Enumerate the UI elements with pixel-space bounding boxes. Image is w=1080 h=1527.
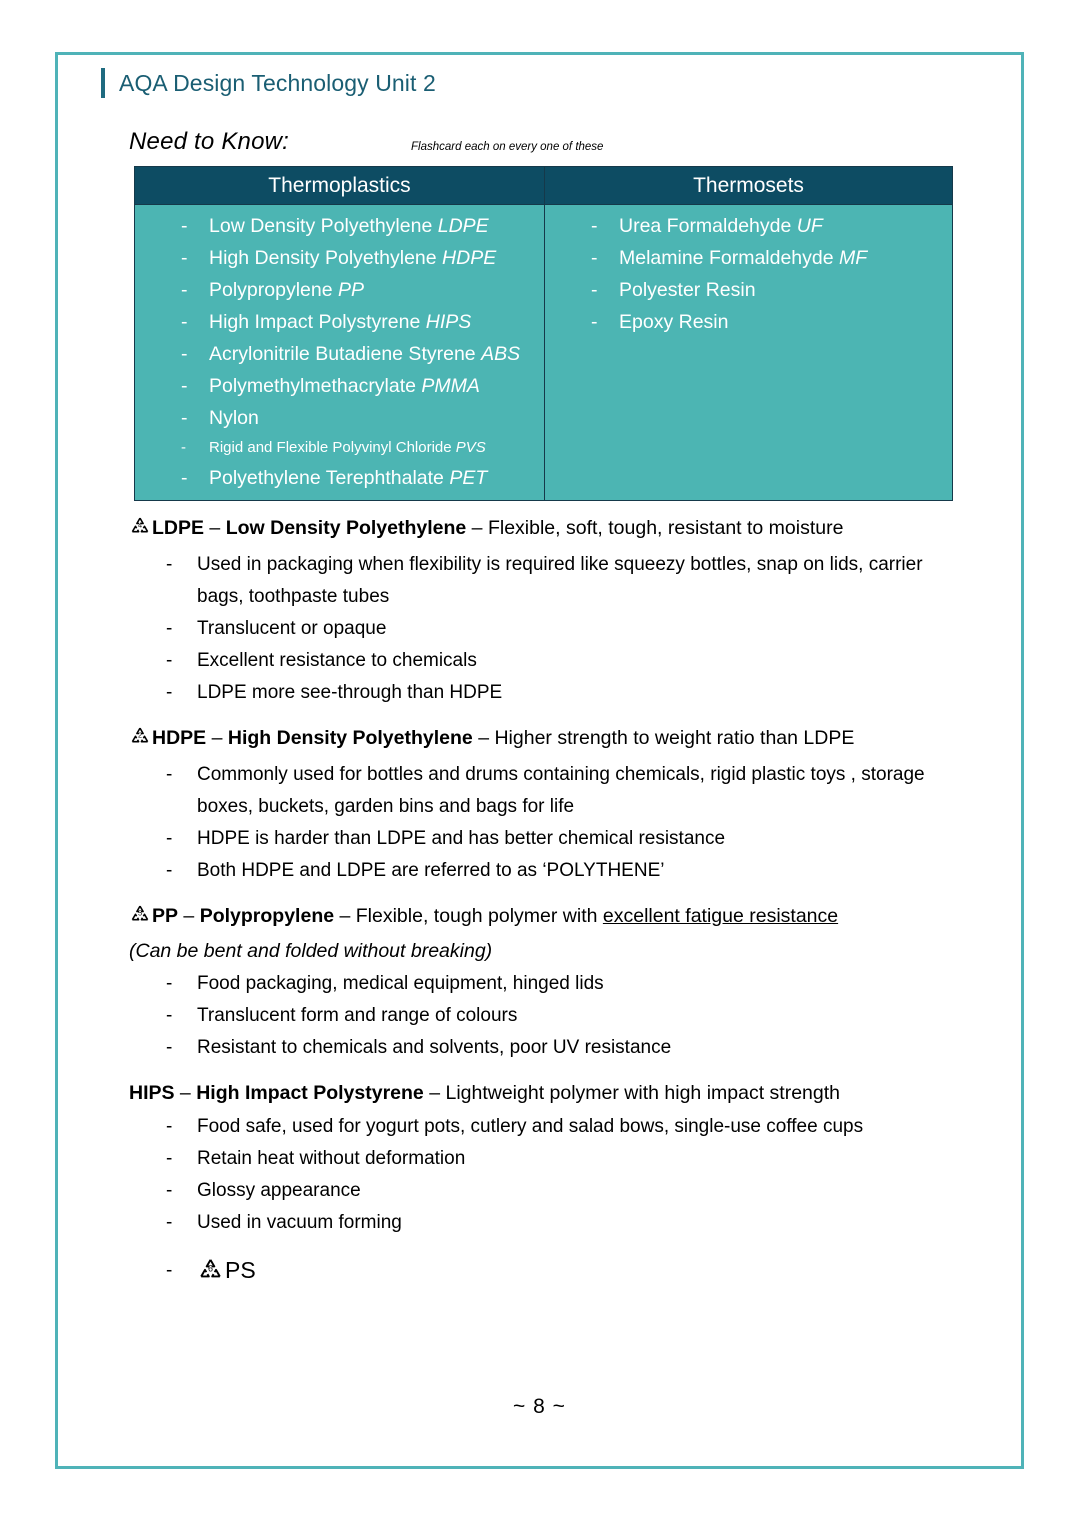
heading-dash: –: [472, 727, 495, 749]
list-item: - Low Density Polyethylene LDPE: [135, 210, 544, 242]
bullet-item: - Food packaging, medical equipment, hinged lids: [129, 968, 969, 1000]
section-heading: [129, 723, 969, 757]
polymer-code: LDPE: [152, 517, 205, 539]
bullet-item: - LDPE more see-through than HDPE: [129, 677, 969, 709]
polymer-section: [129, 723, 969, 887]
recycle-symbol-icon: [129, 515, 151, 547]
bullet-item: - Food safe, used for yogurt pots, cutlery and salad bows, single-use coffee cups: [129, 1111, 969, 1143]
section-bullets: [129, 968, 969, 1064]
polymer-code: PP: [152, 905, 179, 927]
polymer-description: Flexible, tough polymer with: [355, 905, 603, 927]
polymer-sections: [129, 513, 969, 1292]
heading-dash: –: [174, 1082, 197, 1104]
section-heading: [129, 901, 969, 935]
list-item: - Epoxy Resin: [545, 306, 952, 338]
column-header-thermosets: Thermosets: [545, 167, 953, 205]
recycle-symbol-icon: [129, 903, 151, 935]
polymer-code: PS: [225, 1257, 256, 1283]
list-item: - Polymethylmethacrylate PMMA: [135, 370, 544, 402]
polymer-table: [134, 166, 953, 501]
bullet-item: - Excellent resistance to chemicals: [129, 645, 969, 677]
bullet-item: - Glossy appearance: [129, 1175, 969, 1207]
polymer-description: Higher strength to weight ratio than LDPE: [494, 727, 855, 749]
polymer-full-name: High Density Polyethylene: [227, 727, 473, 749]
table-header-row: [135, 167, 953, 205]
bullet-item: - Retain heat without deformation: [129, 1143, 969, 1175]
document-header: [101, 68, 436, 98]
heading-dash: –: [206, 727, 228, 749]
column-header-thermoplastics: Thermoplastics: [135, 167, 545, 205]
list-item: - Nylon: [135, 402, 544, 434]
need-to-know-row: [129, 128, 959, 156]
polymer-section: [129, 513, 969, 709]
heading-dash: –: [204, 517, 226, 539]
heading-dash: –: [466, 517, 488, 539]
page-title: AQA Design Technology Unit 2: [119, 69, 436, 96]
list-item: - Acrylonitrile Butadiene Styrene ABS: [135, 338, 544, 370]
section-subtitle: (Can be bent and folded without breaking): [129, 940, 493, 962]
bullet-item: [129, 1253, 969, 1292]
heading-dash: –: [178, 905, 200, 927]
flashcard-note: Flashcard each on every one of these: [411, 141, 604, 153]
bullet-item: - Translucent form and range of colours: [129, 1000, 969, 1032]
recycle-symbol-icon: [197, 1256, 224, 1292]
heading-dash: –: [334, 905, 356, 927]
section-bullets: [129, 759, 969, 887]
thermosets-list: [545, 210, 952, 338]
document-page: [55, 52, 1024, 1469]
trailing-list: [129, 1253, 969, 1292]
svg-text:4: 4: [137, 520, 143, 530]
section-heading: [129, 513, 969, 547]
polymer-section: [129, 901, 969, 1064]
list-item: - Polyethylene Terephthalate PET: [135, 462, 544, 494]
section-bullets: [129, 1111, 969, 1239]
need-to-know-label: Need to Know:: [129, 128, 290, 155]
thermoplastics-list: [135, 210, 544, 494]
list-item: - High Density Polyethylene HDPE: [135, 242, 544, 274]
thermoplastics-cell: [135, 205, 545, 501]
heading-dash: –: [423, 1082, 446, 1104]
polymer-description: Lightweight polymer with high impact strength: [445, 1082, 841, 1104]
list-item: - Urea Formaldehyde UF: [545, 210, 952, 242]
bullet-item: - Resistant to chemicals and solvents, poor UV resistance: [129, 1032, 969, 1064]
polymer-code: HIPS: [129, 1082, 175, 1104]
section-heading: [129, 1078, 969, 1109]
polymer-full-name: Polypropylene: [199, 905, 335, 927]
polymer-description-emphasis: excellent fatigue resistance: [602, 905, 839, 927]
section-bullets: [129, 549, 969, 709]
polymer-code: HDPE: [152, 727, 207, 749]
polymer-full-name: High Impact Polystyrene: [196, 1082, 424, 1104]
header-accent-bar: [101, 68, 105, 98]
svg-text:5: 5: [137, 908, 143, 918]
table-body-row: [135, 205, 953, 501]
bullet-item: - Used in packaging when flexibility is required like squeezy bottles, snap on lids, carrier bags, toothpaste tubes: [129, 549, 969, 613]
polymer-section: [129, 1078, 969, 1239]
list-item: - Polyester Resin: [545, 274, 952, 306]
list-item: - High Impact Polystyrene HIPS: [135, 306, 544, 338]
bullet-item: - Commonly used for bottles and drums containing chemicals, rigid plastic toys , storage boxes, buckets, garden bins and bags for life: [129, 759, 969, 823]
svg-text:6: - 6: [207, 1263, 214, 1274]
bullet-item: - Translucent or opaque: [129, 613, 969, 645]
polymer-description: Flexible, soft, tough, resistant to moisture: [487, 517, 844, 539]
svg-text:2: 2: [137, 730, 143, 740]
recycle-symbol-icon: [129, 725, 151, 757]
bullet-item: - Both HDPE and LDPE are referred to as ‘POLYTHENE’: [129, 855, 969, 887]
bullet-item: - HDPE is harder than LDPE and has better chemical resistance: [129, 823, 969, 855]
list-item: - Polypropylene PP: [135, 274, 544, 306]
thermosets-cell: [545, 205, 953, 501]
page-number: ~ 8 ~: [513, 1395, 566, 1418]
list-item: - Rigid and Flexible Polyvinyl Chloride PVS: [135, 434, 544, 462]
list-item: - Melamine Formaldehyde MF: [545, 242, 952, 274]
bullet-item: - Used in vacuum forming: [129, 1207, 969, 1239]
polymer-full-name: Low Density Polyethylene: [225, 517, 467, 539]
